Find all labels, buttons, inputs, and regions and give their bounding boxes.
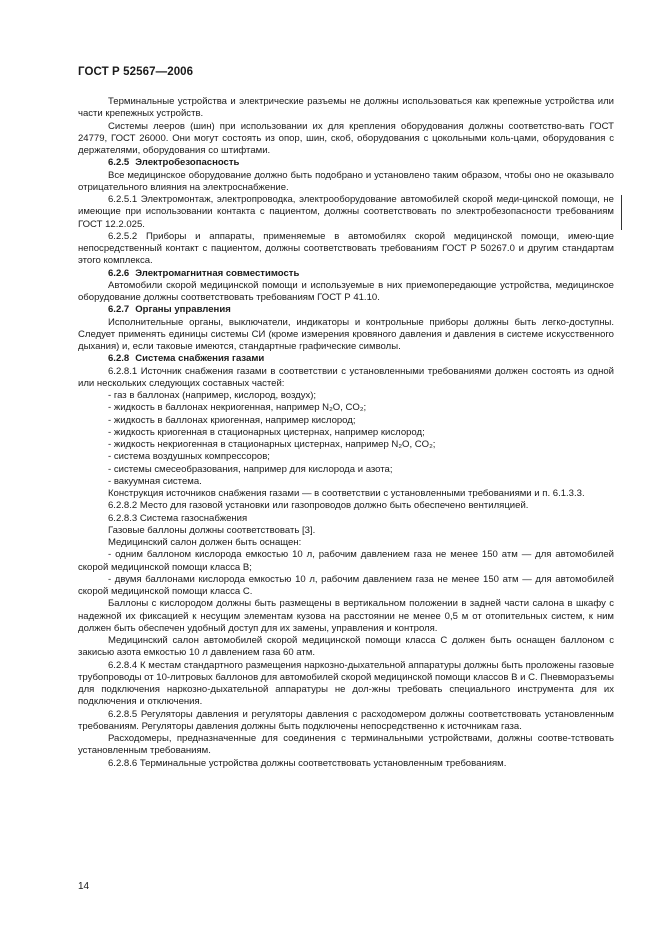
section-number: 6.2.7 bbox=[108, 304, 130, 316]
paragraph: 6.2.8.6 Терминальные устройства должны соответствовать установленным требованиям. bbox=[108, 757, 507, 769]
paragraph: 6.2.5.1 Электромонтаж, электропроводка, электрооборудование автомобилей скорой меди-цинской помощи, не имеющие при использовании контакта с пациентом, должны соответствовать по электробезопасности требованиям ГОСТ 12.2.025. bbox=[78, 194, 614, 230]
paragraph: Терминальные устройства и электрические разъемы не должны использоваться как крепежные устройства или части крепежных устройств. bbox=[78, 96, 614, 120]
list-item: - вакуумная система. bbox=[108, 475, 202, 487]
paragraph: Все медицинское оборудование должно быть подобрано и установлено таким образом, чтобы оно не оказывало отрицательного влияния на электроснабжение. bbox=[78, 169, 614, 193]
paragraph: Газовые баллоны должны соответствовать [3]. bbox=[108, 524, 316, 536]
section-number: 6.2.8 bbox=[108, 353, 130, 365]
section-heading bbox=[78, 353, 614, 365]
list-item: - двумя баллонами кислорода емкостью 10 л, рабочим давлением газа не менее 150 атм — для автомобилей скорой медицинской помощи класса С. bbox=[78, 573, 614, 597]
section-heading bbox=[78, 304, 614, 316]
section-title: Электробезопасность bbox=[135, 157, 240, 169]
paragraph: 6.2.8.1 Источник снабжения газами в соответствии с установленными требованиями должен состоять из одной или нескольких следующих составных частей: bbox=[78, 365, 614, 389]
section-number: 6.2.6 bbox=[108, 267, 130, 279]
paragraph: 6.2.8.4 К местам стандартного размещения наркозно-дыхательной аппаратуры должны быть проложены газовые трубопроводы от 10-литровых баллонов для автомобилей скорой медицинской помощи классов В и С. Пневморазъемы для подключения наркозно-дыхательной аппаратуры не дол-жны требовать специального инструмента для их подключения и отключения. bbox=[78, 659, 614, 708]
paragraph: Медицинский салон автомобилей скорой медицинской помощи класса С должен быть оснащен баллоном с закисью азота емкостью 10 л давлением газа 60 атм. bbox=[78, 635, 614, 659]
section-title: Органы управления bbox=[135, 304, 231, 316]
list-item: - жидкость в баллонах некриогенная, например N₂O, CO₂; bbox=[108, 402, 367, 414]
list-item: - системы смесеобразования, например для кислорода и азота; bbox=[108, 463, 393, 475]
paragraph: 6.2.8.5 Регуляторы давления и регуляторы давления с расходомером должны соответствовать установленным требованиям. Регуляторы давления должны быть подключены непосредственно к источникам газа. bbox=[78, 708, 614, 732]
list-item: - одним баллоном кислорода емкостью 10 л, рабочим давлением газа не менее 150 атм — для автомобилей скорой медицинской помощи класса В; bbox=[78, 549, 614, 573]
paragraph: Автомобили скорой медицинской помощи и используемые в них приемопередающие устройства, медицинское оборудование должны соответствовать требованиям ГОСТ Р 41.10. bbox=[78, 279, 614, 303]
paragraph: 6.2.8.3 Система газоснабжения bbox=[108, 512, 248, 524]
paragraph: Баллоны с кислородом должны быть размещены в вертикальном положении в задней части салона в шкафу с надежной их фиксацией к несущим элементам кузова на расстоянии не менее 0,5 м от отопительных систем, к ним должен быть обеспечен удобный доступ для их замены, управления и контроля. bbox=[78, 598, 614, 634]
list-item: - газ в баллонах (например, кислород, воздух); bbox=[108, 390, 317, 401]
paragraph: Системы лееров (шин) при использовании их для крепления оборудования должны соответство-вать ГОСТ 24779, ГОСТ 26000. Они могут состоять из опор, шин, скоб, оборудования с цокольными коль-цами, оборудования с держателями, оборудования со штифтами. bbox=[78, 120, 614, 156]
section-title: Электромагнитная совместимость bbox=[135, 267, 300, 279]
paragraph: Исполнительные органы, выключатели, индикаторы и контрольные приборы должны быть легко-доступны. Следует применять единицы системы СИ (кроме измерения кровяного давления и давления в системе искусственного дыхания) и, если таковые имеются, стандартные графические символы. bbox=[78, 316, 614, 352]
section-number: 6.2.5 bbox=[108, 157, 130, 169]
list-item: - жидкость в баллонах криогенная, например кислород; bbox=[108, 414, 356, 426]
paragraph: Конструкция источников снабжения газами — в соответствии с установленными требованиями и п. 6.1.3.3. bbox=[108, 488, 585, 499]
paragraph: Расходомеры, предназначенные для соединения с терминальными устройствами, должны соотве-тствовать установленным требованиям. bbox=[78, 733, 614, 757]
document-body bbox=[78, 96, 614, 770]
paragraph: 6.2.5.2 Приборы и аппараты, применяемые в автомобилях скорой медицинской помощи, имею-щие непосредственный контакт с пациентом, должны соответствовать требованиям ГОСТ Р 50267.0 и другим стандартам этого комплекса. bbox=[78, 230, 614, 267]
list-item: - жидкость некриогенная в стационарных цистернах, например N₂O, CO₂; bbox=[108, 439, 436, 450]
list-item: - система воздушных компрессоров; bbox=[108, 451, 270, 463]
list-item: - жидкость криогенная в стационарных цистернах, например кислород; bbox=[108, 426, 425, 438]
page-header: ГОСТ Р 52567—2006 bbox=[78, 66, 194, 78]
paragraph: 6.2.8.2 Место для газовой установки или газопроводов должно быть обеспечено вентиляцией. bbox=[108, 500, 529, 512]
section-heading bbox=[78, 268, 614, 280]
section-title: Система снабжения газами bbox=[135, 353, 265, 365]
page-number: 14 bbox=[78, 881, 90, 892]
section-heading bbox=[78, 157, 614, 169]
paragraph: Медицинский салон должен быть оснащен: bbox=[108, 537, 302, 548]
